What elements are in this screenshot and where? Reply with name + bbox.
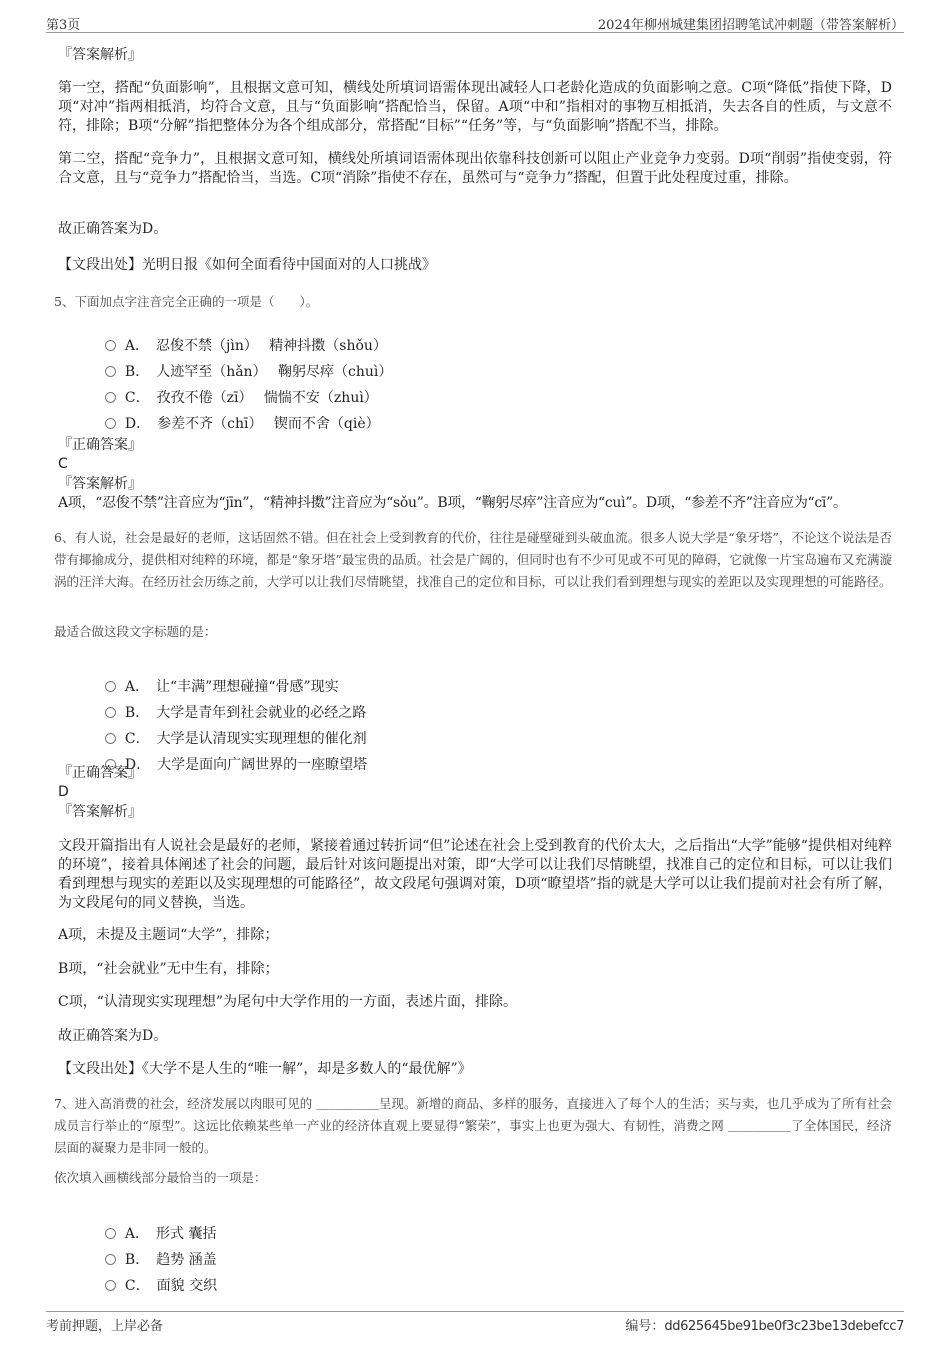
footer-slogan: 考前押题，上岸必备 [46,1319,164,1334]
q6-analysis-heading: 『答案解析』 [58,804,142,820]
q4-analysis-heading: 『答案解析』 [58,47,142,63]
q6-source: 【文段出处】《大学不是人生的“唯一解”，却是多数人的“最优解”》 [58,1061,472,1077]
q7-option-a[interactable]: A． 形式 囊括 [96,1204,216,1224]
page-number: 第3页 [46,18,81,33]
q5-correct-heading: 『正确答案』 [58,437,142,453]
q5-option-d[interactable]: D． 参差不齐（chī） 锲而不舍（qiè） [96,394,380,414]
q7-option-c[interactable]: C． 面貌 交织 [96,1256,217,1276]
code-value: dd625645be91be0f3c23be13debefcc7 [664,1319,904,1334]
page-footer [46,1311,904,1334]
document-title: 2024年柳州城建集团招聘笔试冲刺题（带答案解析） [597,18,904,33]
q5-answer: C [58,456,68,472]
q5-option-a[interactable]: A． 忍俊不禁（jìn） 精神抖擞（shǒu） [96,316,387,336]
document-code [625,1315,904,1334]
q6-option-a[interactable]: A． 让“丰满”理想碰撞“骨感”现实 [96,657,339,677]
q7-question: 7、进入高消费的社会，经济发展以肉眼可见的 ＿＿＿＿＿呈现。新增的商品、多样的服务，直接进入了每个人的生活；买与卖，也几乎成为了所有社会成员言行举止的“原型”。这远比依赖某些单一产业的经济体直观上要显得“繁荣”，事实上也更为强大、有韧性，消费之网 ＿＿＿＿＿了全体国民，经济层面的凝聚力是非同一般的。 [54,1096,892,1155]
q6-analysis-b: B项，“社会就业”无中生有，排除； [58,961,279,977]
q5-option-c[interactable]: C． 孜孜不倦（zī） 惴惴不安（zhuì） [96,368,378,388]
q5-analysis: A项，“忍俊不禁”注音应为“jīn”，“精神抖擞”注音应为“sǒu”。B项，“鞠躬尽瘁”注音应为“cuì”。D项，“参差不齐”注音应为“cī”。 [58,495,847,511]
q6-conclusion: 故正确答案为D。 [58,1028,168,1044]
q7-prompt: 依次填入画横线部分最恰当的一项是： [54,1170,267,1185]
q5-analysis-heading: 『答案解析』 [58,476,142,492]
q6-option-c[interactable]: C． 大学是认清现实实现理想的催化剂 [96,709,367,729]
q6-analysis-c: C项，“认清现实实现理想”为尾句中大学作用的一方面，表述片面，排除。 [58,994,518,1010]
q6-option-b[interactable]: B． 大学是青年到社会就业的必经之路 [96,683,366,703]
q6-correct-heading: 『正确答案』 [58,765,142,781]
q4-conclusion: 故正确答案为D。 [58,221,168,237]
q6-analysis-a: A项，未提及主题词“大学”，排除； [58,927,279,943]
radio-icon[interactable] [105,418,116,429]
q5-option-b[interactable]: B． 人迹罕至（hǎn） 鞠躬尽瘁（chuì） [96,342,392,362]
q5-question: 5、下面加点字注音完全正确的一项是（ ）。 [54,294,319,309]
q6-option-d[interactable]: D． 大学是面向广阔世界的一座瞭望塔 [96,735,367,755]
q4-analysis-para2: 第二空，搭配“竞争力”，且根据文意可知，横线处所填词语需体现出依靠科技创新可以阻止产业竞争力变弱。D项“削弱”指使变弱，符合文意，且与“竞争力”搭配恰当，当选。C项“消除”指使不存在，虽然可与“竞争力”搭配，但置于此处程度过重，排除。 [58,151,892,186]
code-label: 编号： [625,1319,665,1334]
q4-analysis-para1: 第一空，搭配“负面影响”，且根据文意可知，横线处所填词语需体现出减轻人口老龄化造成的负面影响之意。C项“降低”指使下降，D项“对冲”指两相抵消，均符合文意，且与“负面影响”搭配恰当，保留。A项“中和”指相对的事物互相抵消，失去各自的性质，与文意不符，排除；B项“分解”指把整体分为各个组成部分，常搭配“目标”“任务”等，与“负面影响”搭配不当，排除。 [58,80,892,134]
q6-prompt: 最适合做这段文字标题的是： [54,624,217,639]
radio-icon[interactable] [105,1280,116,1291]
q6-answer: D [58,784,69,800]
q7-option-b[interactable]: B． 趋势 涵盖 [96,1230,217,1250]
q6-analysis-para1: 文段开篇指出有人说社会是最好的老师，紧接着通过转折词“但”论述在社会上受到教育的代价太大，之后指出“大学”能够“提供相对纯粹的环境”，接着具体阐述了社会的问题，最后针对该问题提出对策，即“大学可以让我们尽情眺望，找准自己的定位和目标，可以让我们看到理想与现实的差距以及实现理想的可能路径”，故文段尾句强调对策，D项“瞭望塔”指的就是大学可以让我们提前对社会有所了解，为文段尾句的同义替换，当选。 [58,838,892,911]
q6-question: 6、有人说，社会是最好的老师，这话固然不错。但在社会上受到教育的代价，往往是碰壁碰到头破血流。很多人说大学是“象牙塔”，不论这个说法是否带有揶揄成分，提供相对纯粹的环境，都是“象牙塔”最宝贵的品质。社会是广阔的，但同时也有不少可见或不可见的障碍，它就像一片宝岛遍布又充满漩涡的汪洋大海。在经历社会历练之前，大学可以让我们尽情眺望，找准自己的定位和目标，可以让我们看到理想与现实的差距以及实现理想的可能路径。 [54,530,892,589]
page-header [46,12,904,33]
q4-source: 【文段出处】光明日报《如何全面看待中国面对的人口挑战》 [58,257,436,273]
